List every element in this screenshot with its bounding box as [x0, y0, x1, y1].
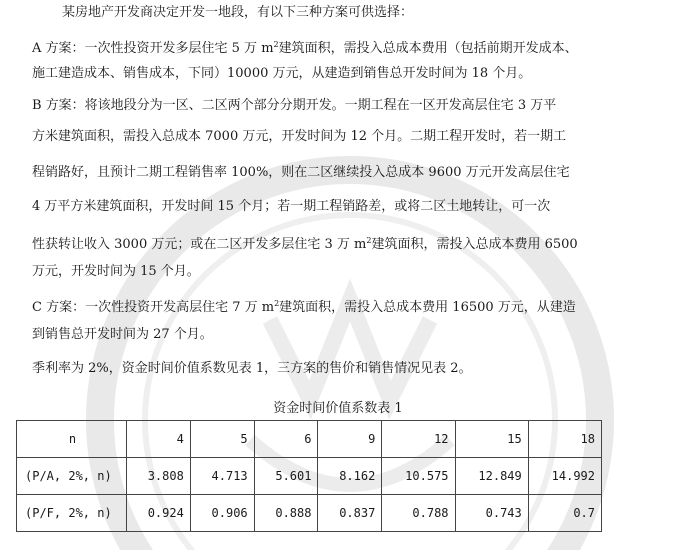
- plan-b-line-5: 性获转让收入 3000 万元；或在二区开发多层住宅 3 万 $m^2$建筑面积，需投入总成本费用 6500: [32, 236, 578, 252]
- superscript: 2: [366, 236, 372, 245]
- plan-a-line-2: 施工建造成本、销售成本，下同）10000 万元，从建造到销售总开发时间为 18 个月。: [32, 66, 532, 81]
- table-row: [17, 458, 602, 495]
- table-cell: 6: [254, 421, 318, 458]
- table-cell: 0.743: [455, 495, 528, 532]
- plan-a-line-1: A 方案：一次性投资开发多层住宅 5 万 $m^2$建筑面积，需投入总成本费用（包括前期开发成本、: [32, 40, 578, 56]
- table-cell: 0.924: [127, 495, 191, 532]
- table-cell: 5: [190, 421, 254, 458]
- table-cell: 4.713: [190, 458, 254, 495]
- time-value-factor-table: [16, 420, 602, 532]
- interest-rate-line: 季利率为 2%，资金时间价值系数见表 1，三方案的售价和销售情况见表 2。: [32, 361, 472, 376]
- table-header-row: [17, 421, 602, 458]
- table-caption: 资金时间价值系数表 1: [273, 401, 403, 416]
- table-cell: 18: [528, 421, 601, 458]
- table-cell: 0.7: [528, 495, 601, 532]
- table-cell: 0.906: [190, 495, 254, 532]
- table-cell: 5.601: [254, 458, 318, 495]
- superscript: 2: [273, 40, 279, 49]
- table-cell: 10.575: [382, 458, 455, 495]
- table-cell: 3.808: [127, 458, 191, 495]
- table-cell: 8.162: [318, 458, 382, 495]
- table-cell: 12.849: [455, 458, 528, 495]
- table-header-label: n: [17, 421, 127, 458]
- table-cell: 9: [318, 421, 382, 458]
- plan-b-line-2: 方米建筑面积，需投入总成本 7000 万元，开发时间为 12 个月。二期工程开发时，若一期工: [32, 129, 567, 144]
- plan-b-line-1: B 方案：将该地段分为一区、二区两个部分分期开发。一期工程在一区开发高层住宅 3 万平: [32, 98, 557, 113]
- table-row-label: (P/A, 2%, n): [17, 458, 127, 495]
- table-cell: 15: [455, 421, 528, 458]
- table-cell: 0.837: [318, 495, 382, 532]
- intro-line: 某房地产开发商决定开发一地段，有以下三种方案可供选择：: [62, 5, 414, 20]
- superscript: 2: [274, 299, 280, 308]
- plan-b-line-6: 万元，开发时间为 15 个月。: [32, 264, 200, 279]
- table-cell: 12: [382, 421, 455, 458]
- plan-b-line-4: 4 万平方米建筑面积，开发时间 15 个月；若一期工程销路差，或将二区土地转让，可一次: [32, 199, 551, 214]
- table-cell: 4: [127, 421, 191, 458]
- table-row-label: (P/F, 2%, n): [17, 495, 127, 532]
- plan-c-line-2: 到销售总开发时间为 27 个月。: [32, 327, 213, 342]
- plan-c-line-1: C 方案：一次性投资开发高层住宅 7 万 $m^2$建筑面积，需投入总成本费用 16500 万元，从建造: [32, 299, 576, 315]
- table-row: [17, 495, 602, 532]
- table-cell: 0.788: [382, 495, 455, 532]
- plan-b-line-3: 程销路好，且预计二期工程销售率 100%，则在二区继续投入总成本 9600 万元开发高层住宅: [32, 165, 570, 180]
- table-cell: 14.992: [528, 458, 601, 495]
- table-cell: 0.888: [254, 495, 318, 532]
